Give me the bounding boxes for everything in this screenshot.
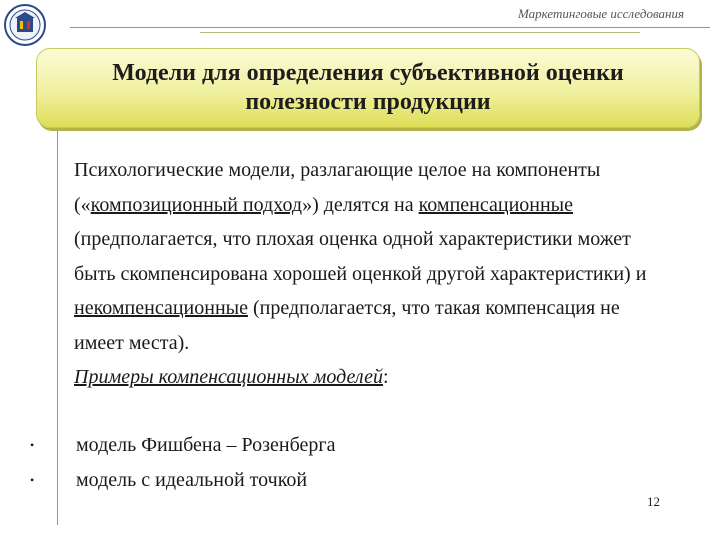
bullet-icon: • xyxy=(30,472,35,487)
list-item xyxy=(30,428,335,463)
university-seal-icon xyxy=(4,4,46,46)
model-list xyxy=(30,428,335,497)
term-noncompensatory: некомпенсационные xyxy=(74,297,248,319)
body-text-compensatory-desc: (предполагается, что плохая оценка одной характеристики может быть скомпенсирована хорошей оценкой другой характеристики) и xyxy=(74,228,647,285)
header-course-title: Маркетинговые исследования xyxy=(518,6,684,21)
term-compensatory: компенсационные xyxy=(418,193,573,216)
body-text-noncompensatory-desc: (предполагается, что такая компенсация не имеет места). xyxy=(74,297,620,354)
slide-title-line1: Модели для определения субъективной оценки xyxy=(112,60,624,86)
term-compositional-approach: композиционный подход xyxy=(90,193,303,216)
slide-title-line2: полезности продукции xyxy=(245,89,491,115)
page-number: 12 xyxy=(647,494,660,509)
list-item-text: модель с идеальной точкой xyxy=(76,468,308,491)
slide-title xyxy=(112,59,623,117)
bullet-icon: • xyxy=(30,438,35,452)
slide-body xyxy=(74,153,674,395)
examples-colon: : xyxy=(382,366,389,388)
list-item-text: модель Фишбена – Розенберга xyxy=(76,434,336,456)
body-text-intro: Психологические модели, разлагающие целое на компоненты (« xyxy=(74,159,601,216)
examples-label: Примеры компенсационных моделей xyxy=(74,366,383,388)
slide-title-box xyxy=(36,48,700,128)
list-item xyxy=(30,463,335,498)
body-paragraph xyxy=(74,153,674,360)
body-text-divided: ») делятся на xyxy=(302,193,419,216)
header-divider-secondary xyxy=(200,32,640,33)
header-divider-primary xyxy=(70,27,710,28)
examples-heading xyxy=(74,360,674,395)
